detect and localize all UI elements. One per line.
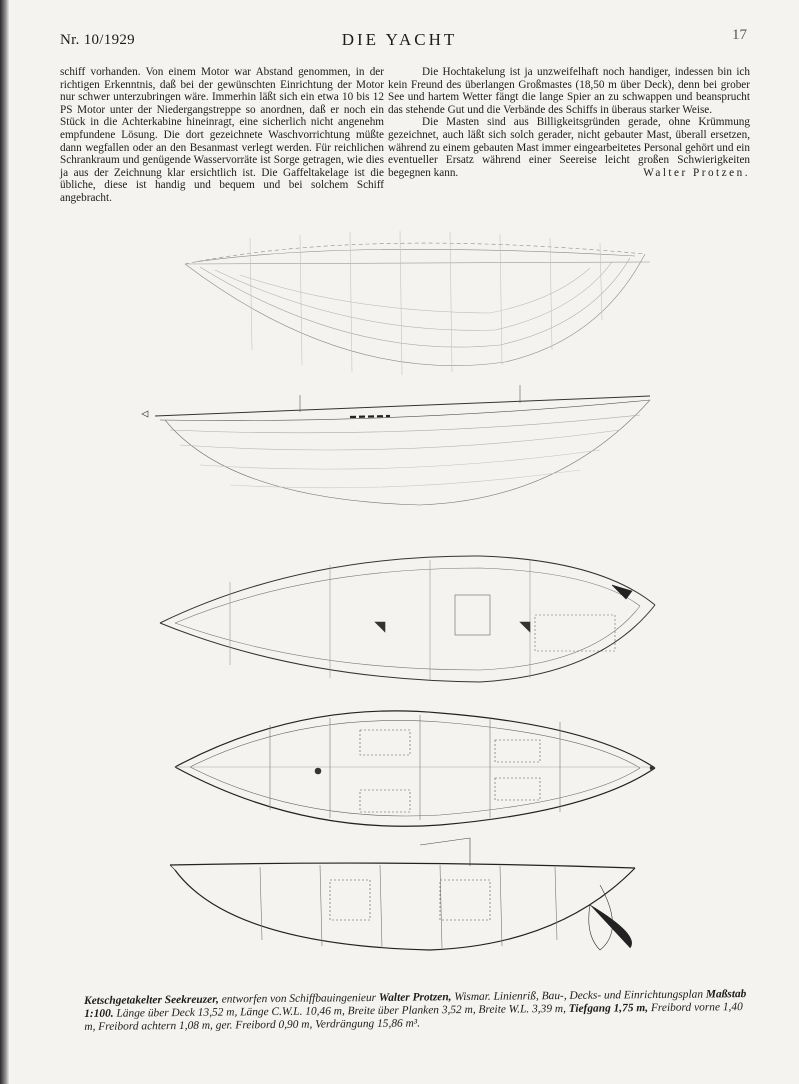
paragraph-right-1: Die Hochtakelung ist ja unzweifelhaft noch handiger, indessen bin ich kein Freund des überlangen Großmastes (18,50 m über Deck), denn bei grober See und hartem Wetter fängt die lange Spier an zu schwappen und beansprucht das stehende Gut und die Verbände des Schiffs in überaus starker Weise.	[388, 66, 750, 116]
author-signature: Walter Protzen.	[643, 166, 750, 179]
paragraph-right-2-text: Die Masten sind aus Billigkeitsgründen gerade, ohne Krümmung gezeichnet, auch läßt sich solch gerader, nicht gebauter Mast, überall ersetzen, während zu einem gebauten Mast immer eingearbeitetes Personal gehört und ein eventueller Ersatz während einer Seereise leicht großen Schwierigkeiten begegnen kann.	[388, 116, 750, 179]
construction-plan-drawing	[170, 838, 635, 950]
caption-bold-2: Walter Protzen,	[378, 991, 452, 1004]
lines-plan-drawing	[185, 231, 650, 375]
caption-text-3: Länge über Deck 13,52 m, Länge C.W.L. 10,46 m, Breite über Planken 3,52 m, Breite W.L. 3,39 m,	[113, 1002, 569, 1020]
magazine-title: DIE YACHT	[341, 30, 458, 49]
accommodation-plan-drawing	[175, 711, 655, 826]
caption-text-4: Freibord vorne 1,40 m, Freibord achtern 1,08 m, ger. Freibord 0,90 m, Verdrängung 15,86 m³.	[84, 1001, 743, 1033]
page-number: 17	[732, 27, 747, 43]
caption-text-1: entworfen von Schiffbauingenieur	[218, 991, 379, 1006]
figure-caption	[84, 988, 756, 1034]
profile-plan-drawing	[142, 385, 650, 505]
caption-bold-3: Maßstab 1:100.	[84, 988, 747, 1020]
paragraph-left: schiff vorhanden. Von einem Motor war Abstand genommen, in der richtigen Erkenntnis, daß bei der gewünschten Einrichtung der Motor nur schwer unterzubringen wäre. Immerhin läßt sich ein etwa 10 bis 12 PS Motor unter der Niedergangstreppe so anordnen, daß er noch ein Stück in die Achterkabine hineinragt, eine sicherlich nicht angenehm empfundene Lösung. Die dort gezeichnete Waschvorrichtung müßte dann wegfallen oder an den Besanmast verlegt werden. Für reichlichen Schrankraum und genügende Wasservorräte ist Sorge getragen, wie dies ja aus der Zeichnung klar ersichtlich ist. Die Gaffeltakelage ist die übliche, diese ist handig und bequem und bei solchem Schiff angebracht.	[60, 66, 384, 204]
caption-text-2: Wismar. Linienriß, Bau-, Decks- und Einrichtungsplan	[451, 988, 706, 1004]
caption-bold-1: Ketschgetakelter Seekreuzer,	[84, 993, 219, 1007]
issue-number: Nr. 10/1929	[60, 32, 135, 48]
deck-plan-drawing	[160, 556, 655, 682]
caption-bold-4: Tiefgang 1,75 m,	[568, 1002, 649, 1015]
